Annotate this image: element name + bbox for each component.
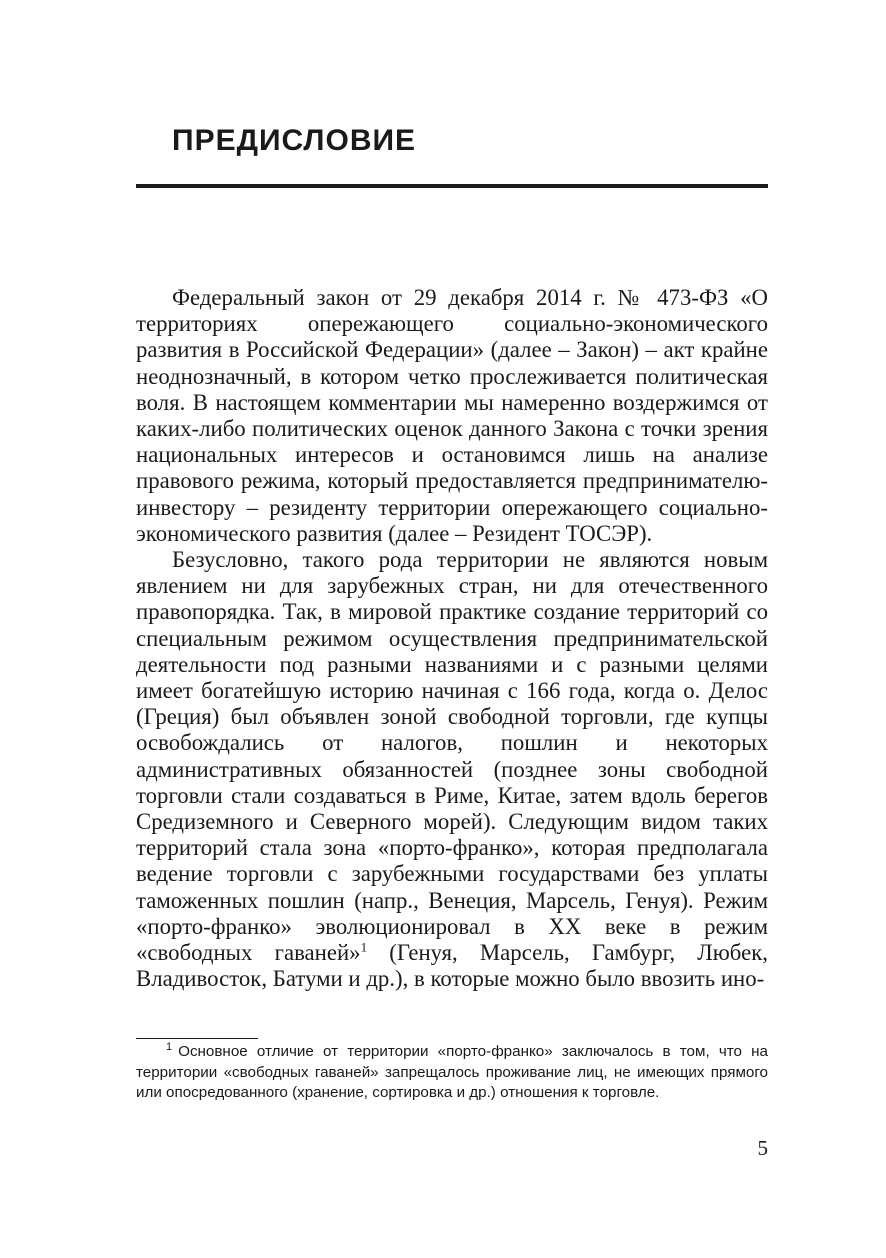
footnote	[136, 1042, 768, 1104]
page-title: ПРЕДИСЛОВИЕ	[172, 124, 417, 157]
page-number: 5	[757, 1136, 768, 1160]
footnote-reference[interactable]: 1	[360, 939, 368, 955]
paragraph-2-continuation: (Генуя, Марсель, Гамбург, Любек, Владивосток, Батуми и др.), в которые можно было ввозить ино-	[136, 940, 768, 992]
paragraph-1: Федеральный закон от 29 декабря 2014 г. № 473-ФЗ «О территориях опережающего социально-экономического развития в Российской Федерации» (далее – Закон) – акт крайне неоднозначный, в котором четко прослеживается политическая воля. В настоящем комментарии мы намеренно воздержимся от каких-либо политических оценок данного Закона с точки зрения национальных интересов и остановимся лишь на анализе правового режима, который предоставляется предпринимателю-инвестору – резиденту территории опережающего социально-экономического развития (далее – Резидент ТОСЭР).	[136, 285, 768, 546]
paragraph-2-text: Безусловно, такого рода территории не являются новым явлением ни для зарубежных стран, ни для отечественного правопорядка. Так, в мировой практике создание территорий со специальным режимом осуществления предпринимательской деятельности под разными названиями и с разными целями имеет богатейшую историю начиная с 166 года, когда о. Делос (Греция) был объявлен зоной свободной торговли, где купцы освобождались от налогов, пошлин и некоторых административных обязанностей (позднее зоны свободной торговли стали создаваться в Риме, Китае, затем вдоль берегов Средиземного и Северного морей). Следующим видом таких территорий стала зона «порто-франко», которая предполагала ведение торговли с зарубежными государствами без уплаты таможенных пошлин (напр., Венеция, Марсель, Генуя). Режим «порто-франко» эволюционировал в XX веке в режим «свободных гаваней»	[136, 547, 768, 966]
footnote-text: Основное отличие от территории «порто-франко» заключалось в том, что на территории «свободных гаваней» запрещалось проживание лиц, не имеющих прямого или опосредованного (хранение, сортировка и др.) отношения к торговле.	[136, 1043, 768, 1101]
footnote-divider	[136, 1038, 258, 1039]
paragraph-2	[136, 547, 768, 992]
footnote-number: 1	[166, 1040, 173, 1053]
main-text	[136, 285, 768, 992]
heading-divider	[136, 184, 768, 188]
